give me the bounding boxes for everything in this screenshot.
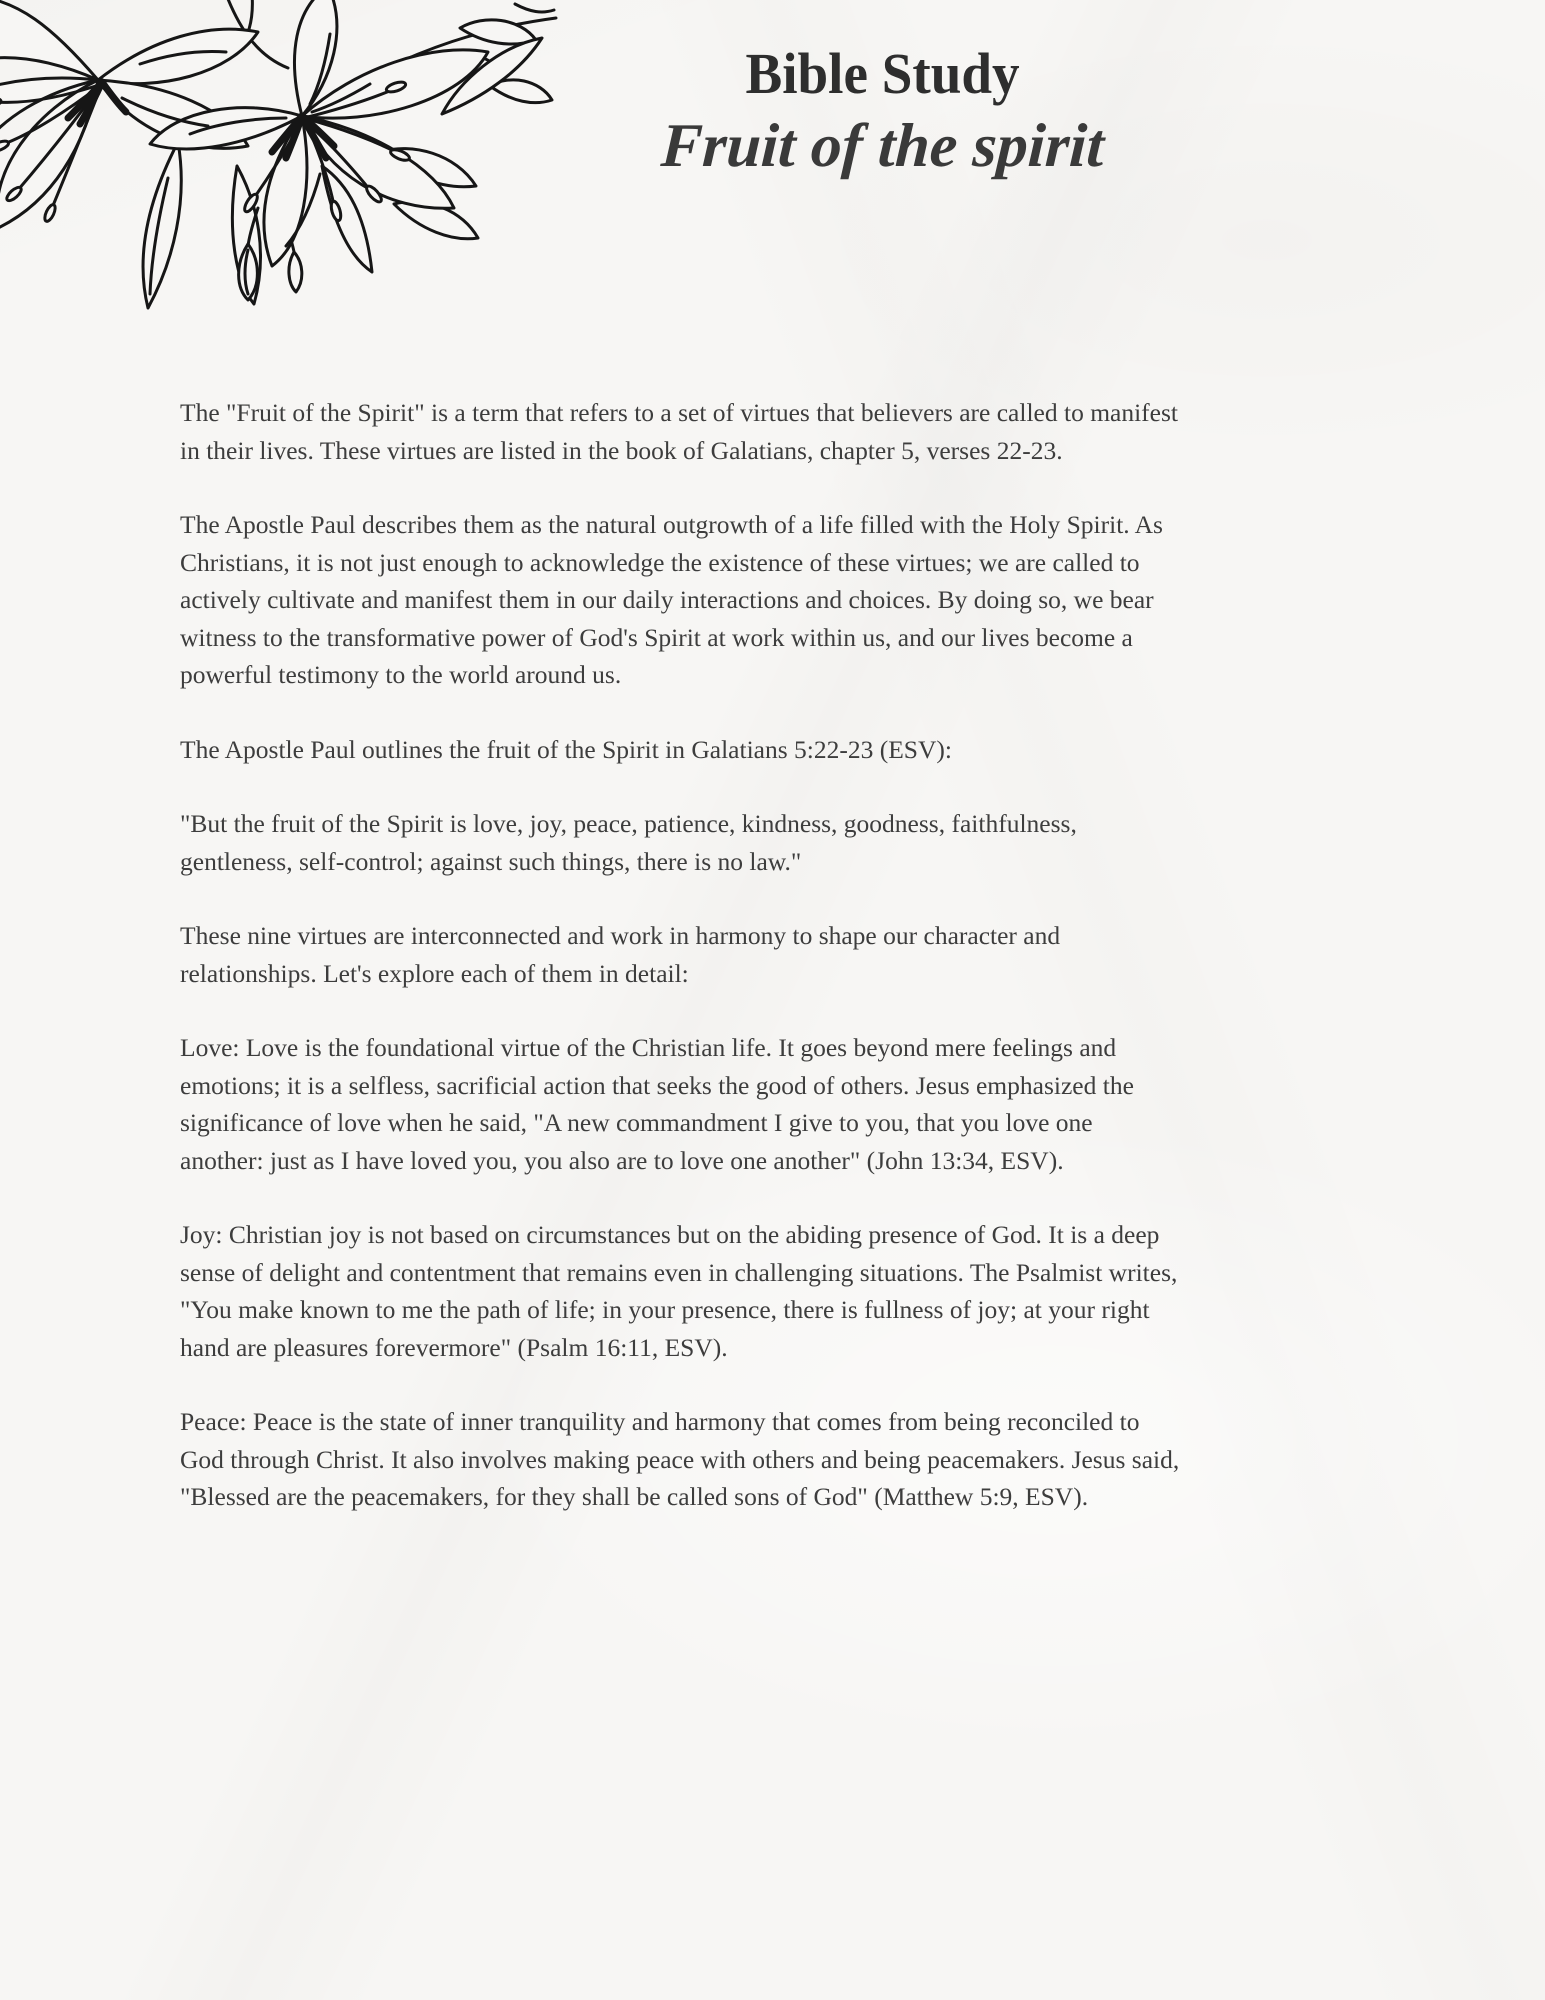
paragraph-paul-describes: The Apostle Paul describes them as the natural outgrowth of a life filled with the Holy Spirit. As Christians, it is not just enough to acknowledge the existence of these virtues; we are called to actively cultivate and manifest them in our daily interactions and choices. By doing so, we bear witness to the transformative power of God's Spirit at work within us, and our lives become a powerful testimony to the world around us.	[180, 510, 1163, 689]
page-title: Bible Study	[745, 41, 1020, 106]
page-subtitle: Fruit of the spirit	[659, 111, 1106, 180]
page-header	[610, 42, 1155, 182]
study-text	[180, 394, 1180, 1553]
paragraph-joy: Joy: Christian joy is not based on circumstances but on the abiding presence of God. It is a deep sense of delight and contentment that remains even in challenging situations. The Psalmist writes, "You make known to me the path of life; in your presence, there is fullness of joy; at your right hand are pleasures forevermore" (Psalm 16:11, ESV).	[180, 1220, 1178, 1362]
paragraph-galatians-quote: "But the fruit of the Spirit is love, joy, peace, patience, kindness, goodness, faithfulness, gentleness, self-control; against such things, there is no law."	[180, 809, 1077, 876]
paragraph-nine-virtues: These nine virtues are interconnected and work in harmony to shape our character and relationships. Let's explore each of them in detail:	[180, 921, 1061, 988]
paragraph-peace: Peace: Peace is the state of inner tranquility and harmony that comes from being reconciled to God through Christ. It also involves making peace with others and being peacemakers. Jesus said, "Blessed are the peacemakers, for they shall be called sons of God" (Matthew 5:9, ESV).	[180, 1407, 1180, 1511]
paragraph-outline-lead-in: The Apostle Paul outlines the fruit of the Spirit in Galatians 5:22-23 (ESV):	[180, 734, 952, 764]
paragraph-intro: The "Fruit of the Spirit" is a term that refers to a set of virtues that believers are called to manifest in their lives. These virtues are listed in the book of Galatians, chapter 5, verses 22-23.	[180, 398, 1178, 465]
lily-bouquet-illustration	[0, 0, 590, 324]
paragraph-love: Love: Love is the foundational virtue of the Christian life. It goes beyond mere feelings and emotions; it is a selfless, sacrificial action that seeks the good of others. Jesus emphasized the significance of love when he said, "A new commandment I give to you, that you love one another: just as I have loved you, you also are to love one another" (John 13:34, ESV).	[180, 1033, 1134, 1175]
